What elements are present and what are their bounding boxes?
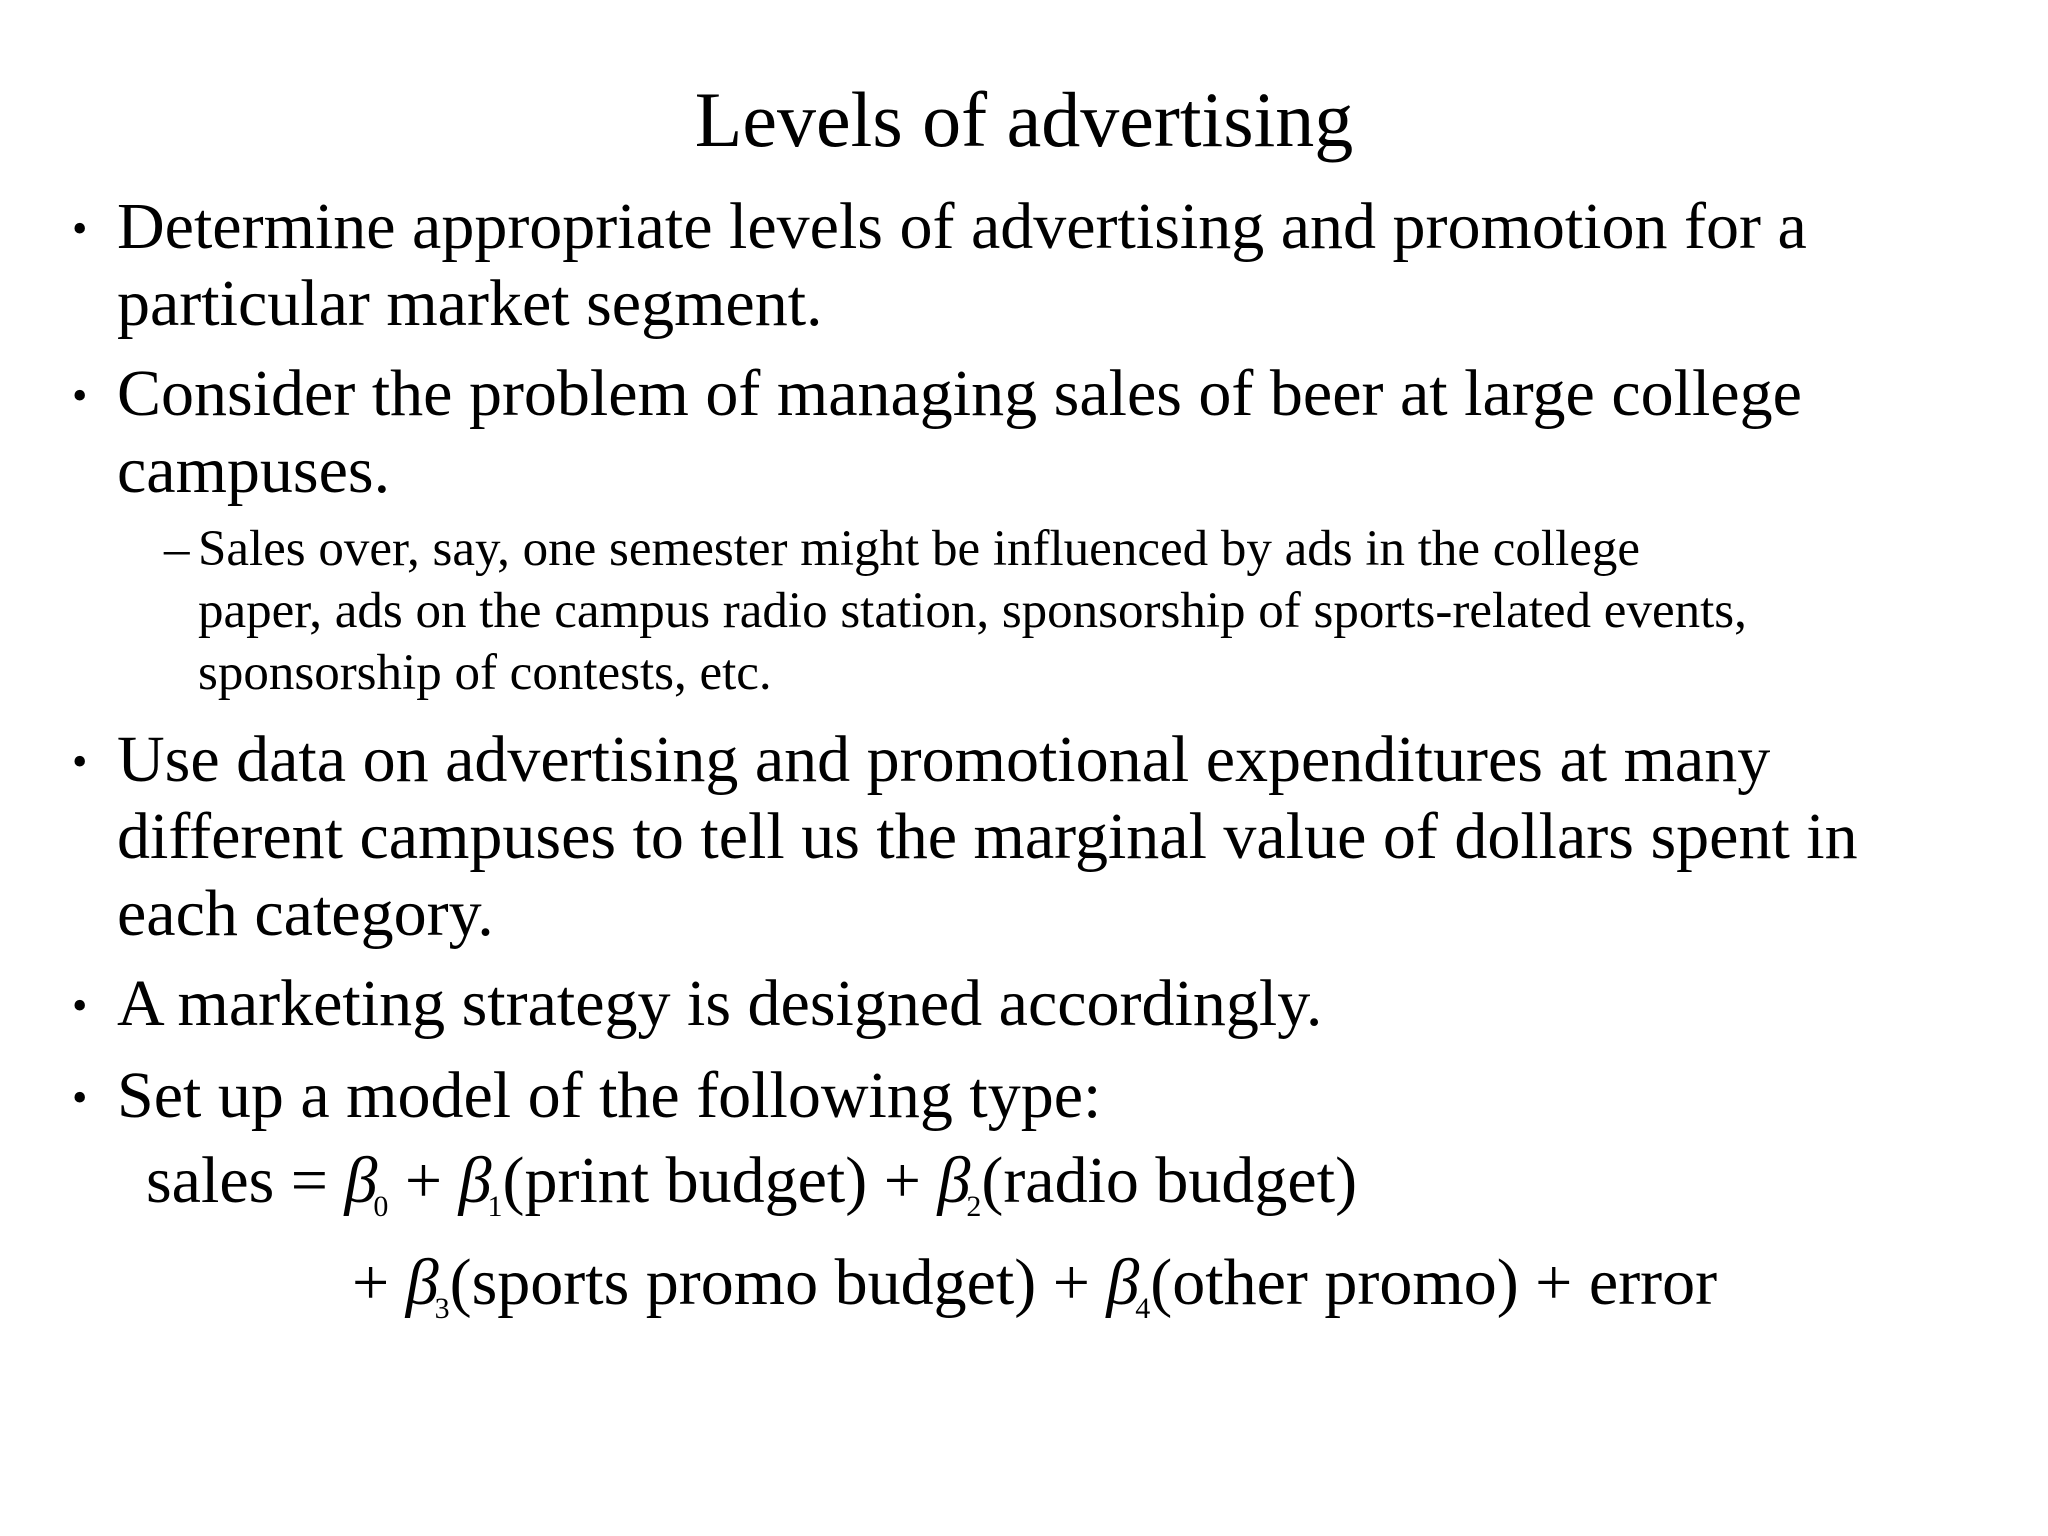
beta-subscript: 4 <box>1135 1292 1151 1325</box>
equation-lhs: sales = <box>146 1144 345 1217</box>
equation-line-2 <box>352 1243 1717 1349</box>
bullet-text-line: particular market segment. <box>117 267 823 340</box>
slide-title: Levels of advertising <box>694 76 1354 163</box>
bullet-text-line: Set up a model of the following type: <box>117 1059 1102 1132</box>
equation-text: (other promo) + error <box>1150 1246 1718 1319</box>
beta-subscript: 2 <box>966 1190 982 1223</box>
bullet-text-line: each category. <box>117 877 494 950</box>
bullet-item <box>72 965 1997 1042</box>
bullet-text-line: Use data on advertising and promotional expenditures at many <box>117 723 1771 796</box>
beta-symbol: β <box>937 1144 971 1217</box>
bullet-text-line: Consider the problem of managing sales of beer at large college <box>117 357 1802 430</box>
bullet-dot-icon: • <box>72 371 88 420</box>
equation-text: + <box>352 1246 406 1319</box>
beta-symbol: β <box>344 1144 378 1217</box>
bullet-item <box>72 721 1997 952</box>
bullet-text-line: Determine appropriate levels of advertising and promotion for a <box>117 190 1807 263</box>
bullet-item <box>72 1057 1997 1134</box>
bullet-text-line: A marketing strategy is designed accordingly. <box>117 967 1323 1040</box>
sub-bullet-item <box>164 518 2018 704</box>
sub-bullet-text-line: paper, ads on the campus radio station, sponsorship of sports-related events, <box>198 583 1747 639</box>
equation-text: (sports promo budget) + <box>449 1246 1107 1319</box>
beta-subscript: 0 <box>373 1190 389 1223</box>
bullet-dot-icon: • <box>72 981 88 1030</box>
equation-line-1 <box>146 1141 1357 1247</box>
bullet-dot-icon: • <box>72 204 88 253</box>
bullet-item <box>72 355 1997 509</box>
equation-text: (print budget) + <box>502 1144 938 1217</box>
sub-bullet-text-line: Sales over, say, one semester might be influenced by ads in the college <box>198 521 1641 577</box>
dash-icon: – <box>164 521 190 577</box>
beta-symbol: β <box>458 1144 492 1217</box>
bullet-dot-icon: • <box>72 737 88 786</box>
bullet-item <box>72 188 1997 342</box>
bullet-dot-icon: • <box>72 1073 88 1122</box>
beta-subscript: 3 <box>434 1292 450 1325</box>
bullet-text-line: different campuses to tell us the marginal value of dollars spent in <box>117 800 1858 873</box>
beta-symbol: β <box>405 1246 439 1319</box>
equation-text: + <box>388 1144 459 1217</box>
beta-subscript: 1 <box>487 1190 503 1223</box>
sub-bullet-text-line: sponsorship of contests, etc. <box>198 645 772 701</box>
equation-text: (radio budget) <box>981 1144 1358 1217</box>
beta-symbol: β <box>1106 1246 1140 1319</box>
bullet-text-line: campuses. <box>117 434 391 507</box>
